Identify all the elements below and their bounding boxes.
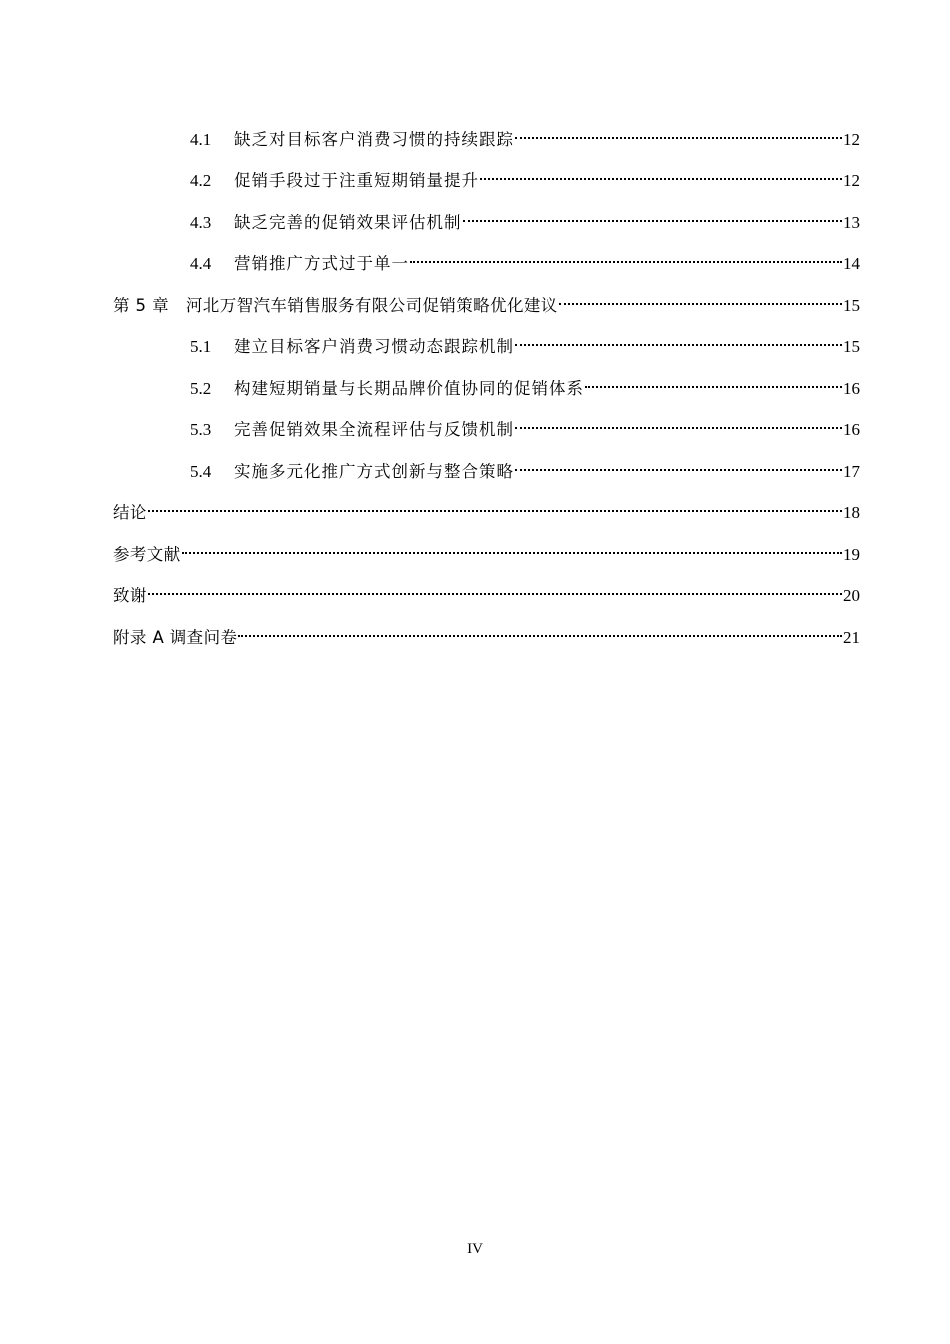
- toc-dot-leader: [238, 617, 842, 643]
- toc-entry-5-3[interactable]: [190, 409, 860, 439]
- toc-entry-chapter-5[interactable]: [113, 285, 860, 315]
- toc-entry-page: 15: [843, 296, 860, 315]
- toc-dot-leader: [515, 451, 842, 477]
- toc-entry-page: 14: [843, 254, 860, 273]
- toc-entry-4-4[interactable]: [190, 243, 860, 273]
- toc-entry-page: 12: [843, 130, 860, 149]
- toc-entry-title: 建立目标客户消费习惯动态跟踪机制: [234, 337, 514, 356]
- toc-entry-page: 15: [843, 337, 860, 356]
- toc-entry-5-1[interactable]: [190, 326, 860, 356]
- toc-entry-page: 20: [843, 586, 860, 605]
- toc-entry-page: 21: [843, 628, 860, 647]
- toc-entry-title: 致谢: [113, 586, 147, 605]
- toc-entry-4-3[interactable]: [190, 202, 860, 232]
- toc-entry-page: 16: [843, 379, 860, 398]
- toc-dot-leader: [515, 119, 842, 145]
- toc-entry-page: 19: [843, 545, 860, 564]
- toc-entry-references[interactable]: [113, 534, 860, 564]
- toc-entry-title: 实施多元化推广方式创新与整合策略: [234, 462, 514, 481]
- toc-entry-5-4[interactable]: [190, 451, 860, 481]
- toc-entry-title: 促销手段过于注重短期销量提升: [234, 171, 479, 190]
- toc-entry-number: 5.3: [190, 420, 212, 439]
- toc-entry-page: 12: [843, 171, 860, 190]
- toc-dot-leader: [410, 243, 842, 269]
- toc-entry-4-2[interactable]: [190, 160, 860, 190]
- toc-entry-page: 13: [843, 213, 860, 232]
- toc-entry-4-1[interactable]: [190, 119, 860, 149]
- toc-dot-leader: [182, 534, 842, 560]
- toc-entry-title: 参考文献: [113, 545, 181, 564]
- toc-entry-number: 4.3: [190, 213, 212, 232]
- toc-entry-page: 17: [843, 462, 860, 481]
- toc-entry-number: 5.2: [190, 379, 212, 398]
- toc-entry-page: 18: [843, 503, 860, 522]
- toc-dot-leader: [515, 409, 842, 435]
- toc-entry-title: 缺乏完善的促销效果评估机制: [234, 213, 462, 232]
- toc-dot-leader: [515, 326, 842, 352]
- toc-dot-leader: [480, 160, 842, 186]
- toc-entry-page: 16: [843, 420, 860, 439]
- toc-dot-leader: [585, 368, 842, 394]
- page-number-footer: IV: [467, 1241, 483, 1257]
- toc-entry-number: 4.4: [190, 254, 212, 273]
- toc-dot-leader: [148, 492, 842, 518]
- toc-entry-title: 缺乏对目标客户消费习惯的持续跟踪: [234, 130, 514, 149]
- toc-entry-appendix-a[interactable]: [113, 617, 860, 647]
- toc-entry-title: 完善促销效果全流程评估与反馈机制: [234, 420, 514, 439]
- toc-entry-number: 5.1: [190, 337, 212, 356]
- toc-entry-number: 4.2: [190, 171, 212, 190]
- toc-entry-title: 结论: [113, 503, 147, 522]
- toc-entry-5-2[interactable]: [190, 368, 860, 398]
- toc-entry-title: 附录 A 调查问卷: [113, 628, 238, 647]
- toc-entry-title: 第 5 章 河北万智汽车销售服务有限公司促销策略优化建议: [113, 296, 558, 315]
- toc-dot-leader: [148, 575, 842, 601]
- toc-entry-title: 构建短期销量与长期品牌价值协同的促销体系: [234, 379, 584, 398]
- toc-entry-number: 4.1: [190, 130, 212, 149]
- toc-entry-title: 营销推广方式过于单一: [234, 254, 409, 273]
- toc-dot-leader: [463, 202, 843, 228]
- toc-entry-number: 5.4: [190, 462, 212, 481]
- toc-dot-leader: [559, 285, 842, 311]
- toc-entry-conclusion[interactable]: [113, 492, 860, 522]
- toc-entry-acknowledgements[interactable]: [113, 575, 860, 605]
